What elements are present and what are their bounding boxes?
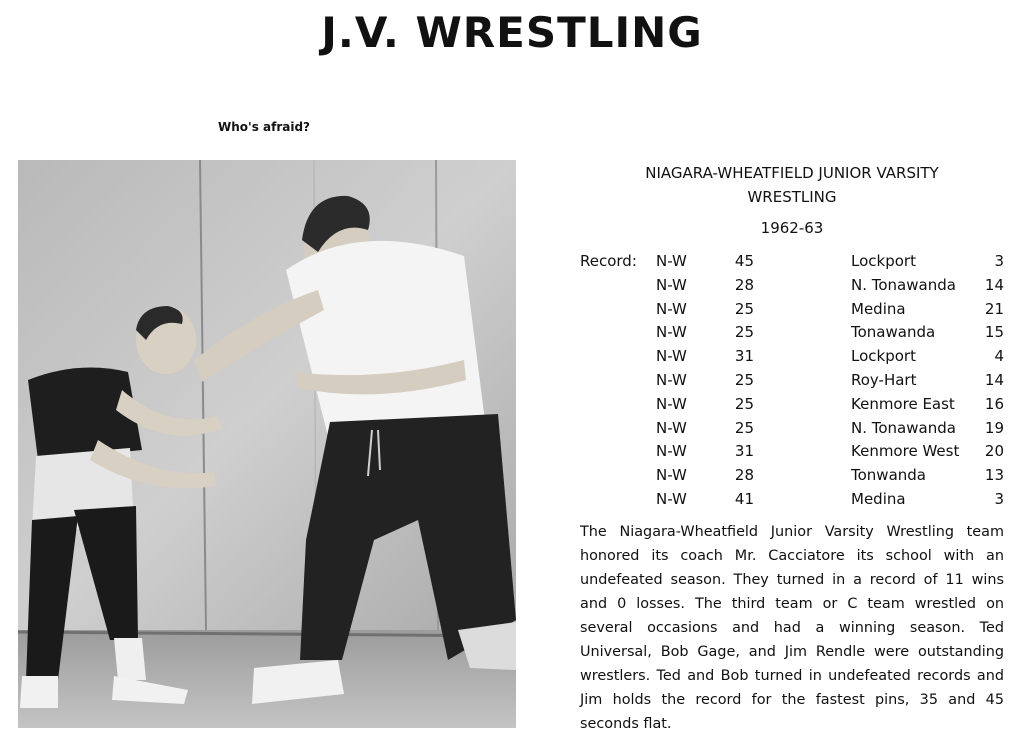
team-cell: N-W <box>656 275 687 294</box>
opponent-score-cell: 4 <box>994 347 1004 366</box>
table-row <box>580 417 1005 441</box>
score-cell: 25 <box>734 394 754 413</box>
team-cell: N-W <box>656 347 687 366</box>
score-cell: 31 <box>734 347 754 366</box>
team-cell: N-W <box>656 323 687 342</box>
score-cell: 31 <box>734 442 754 461</box>
score-cell: 45 <box>734 252 754 270</box>
team-cell: N-W <box>656 252 687 270</box>
table-row <box>580 369 1005 393</box>
opponent-cell: Tonawanda <box>851 323 936 342</box>
opponent-score-cell: 14 <box>984 275 1004 294</box>
table-row <box>580 488 1005 512</box>
opponent-cell: Lockport <box>851 252 916 270</box>
opponent-cell: Medina <box>851 299 906 318</box>
score-cell: 28 <box>734 275 754 294</box>
record-label: Record: <box>580 252 637 270</box>
opponent-score-cell: 13 <box>984 466 1004 485</box>
opponent-cell: Tonwanda <box>851 466 926 485</box>
opponent-cell: N. Tonawanda <box>851 275 956 294</box>
team-cell: N-W <box>656 442 687 461</box>
team-cell: N-W <box>656 370 687 389</box>
opponent-score-cell: 14 <box>984 370 1004 389</box>
article-heading-line1: NIAGARA-WHEATFIELD JUNIOR VARSITY <box>645 164 939 182</box>
record-table <box>580 250 1005 512</box>
opponent-score-cell: 15 <box>984 323 1004 342</box>
article-heading-line2: WRESTLING <box>747 188 837 206</box>
score-cell: 28 <box>734 466 754 485</box>
opponent-cell: Kenmore East <box>851 394 955 413</box>
table-row <box>580 464 1005 488</box>
opponent-score-cell: 19 <box>984 418 1004 437</box>
table-row <box>580 298 1005 322</box>
team-cell: N-W <box>656 418 687 437</box>
page-title: J.V. WRESTLING <box>321 8 703 57</box>
table-row <box>580 274 1005 298</box>
opponent-cell: Medina <box>851 489 906 508</box>
opponent-cell: Kenmore West <box>851 442 960 461</box>
table-row <box>580 321 1005 345</box>
team-cell: N-W <box>656 466 687 485</box>
article-body: The Niagara-Wheatfield Junior Varsity Wrestling team honored its coach Mr. Cacciatore its school with an undefeated season. They turned in a record of 11 wins and 0 losses. The third team or C team wrestled on several occasions and had a winning season. Ted Universal, Bob Gage, and Jim Rendle were outstanding wrestlers. Ted and Bob turned in undefeated records and Jim holds the record for the fastest pins, 35 and 45 seconds flat. <box>580 524 1004 732</box>
team-cell: N-W <box>656 394 687 413</box>
wrestling-photo <box>18 160 516 728</box>
team-cell: N-W <box>656 299 687 318</box>
season-label: 1962-63 <box>760 219 824 237</box>
score-cell: 41 <box>734 489 754 508</box>
photo-caption: Who's afraid? <box>218 120 311 134</box>
table-row <box>580 345 1005 369</box>
opponent-score-cell: 20 <box>984 442 1004 461</box>
opponent-cell: Roy-Hart <box>851 370 917 389</box>
score-cell: 25 <box>734 323 754 342</box>
opponent-score-cell: 16 <box>984 394 1004 413</box>
score-cell: 25 <box>734 418 754 437</box>
table-row <box>580 440 1005 464</box>
opponent-cell: Lockport <box>851 347 916 366</box>
score-cell: 25 <box>734 299 754 318</box>
opponent-score-cell: 3 <box>994 252 1004 270</box>
team-cell: N-W <box>656 489 687 508</box>
opponent-score-cell: 21 <box>984 299 1004 318</box>
table-row <box>580 250 1005 274</box>
score-cell: 25 <box>734 370 754 389</box>
opponent-cell: N. Tonawanda <box>851 418 956 437</box>
table-row <box>580 393 1005 417</box>
opponent-score-cell: 3 <box>994 489 1004 508</box>
